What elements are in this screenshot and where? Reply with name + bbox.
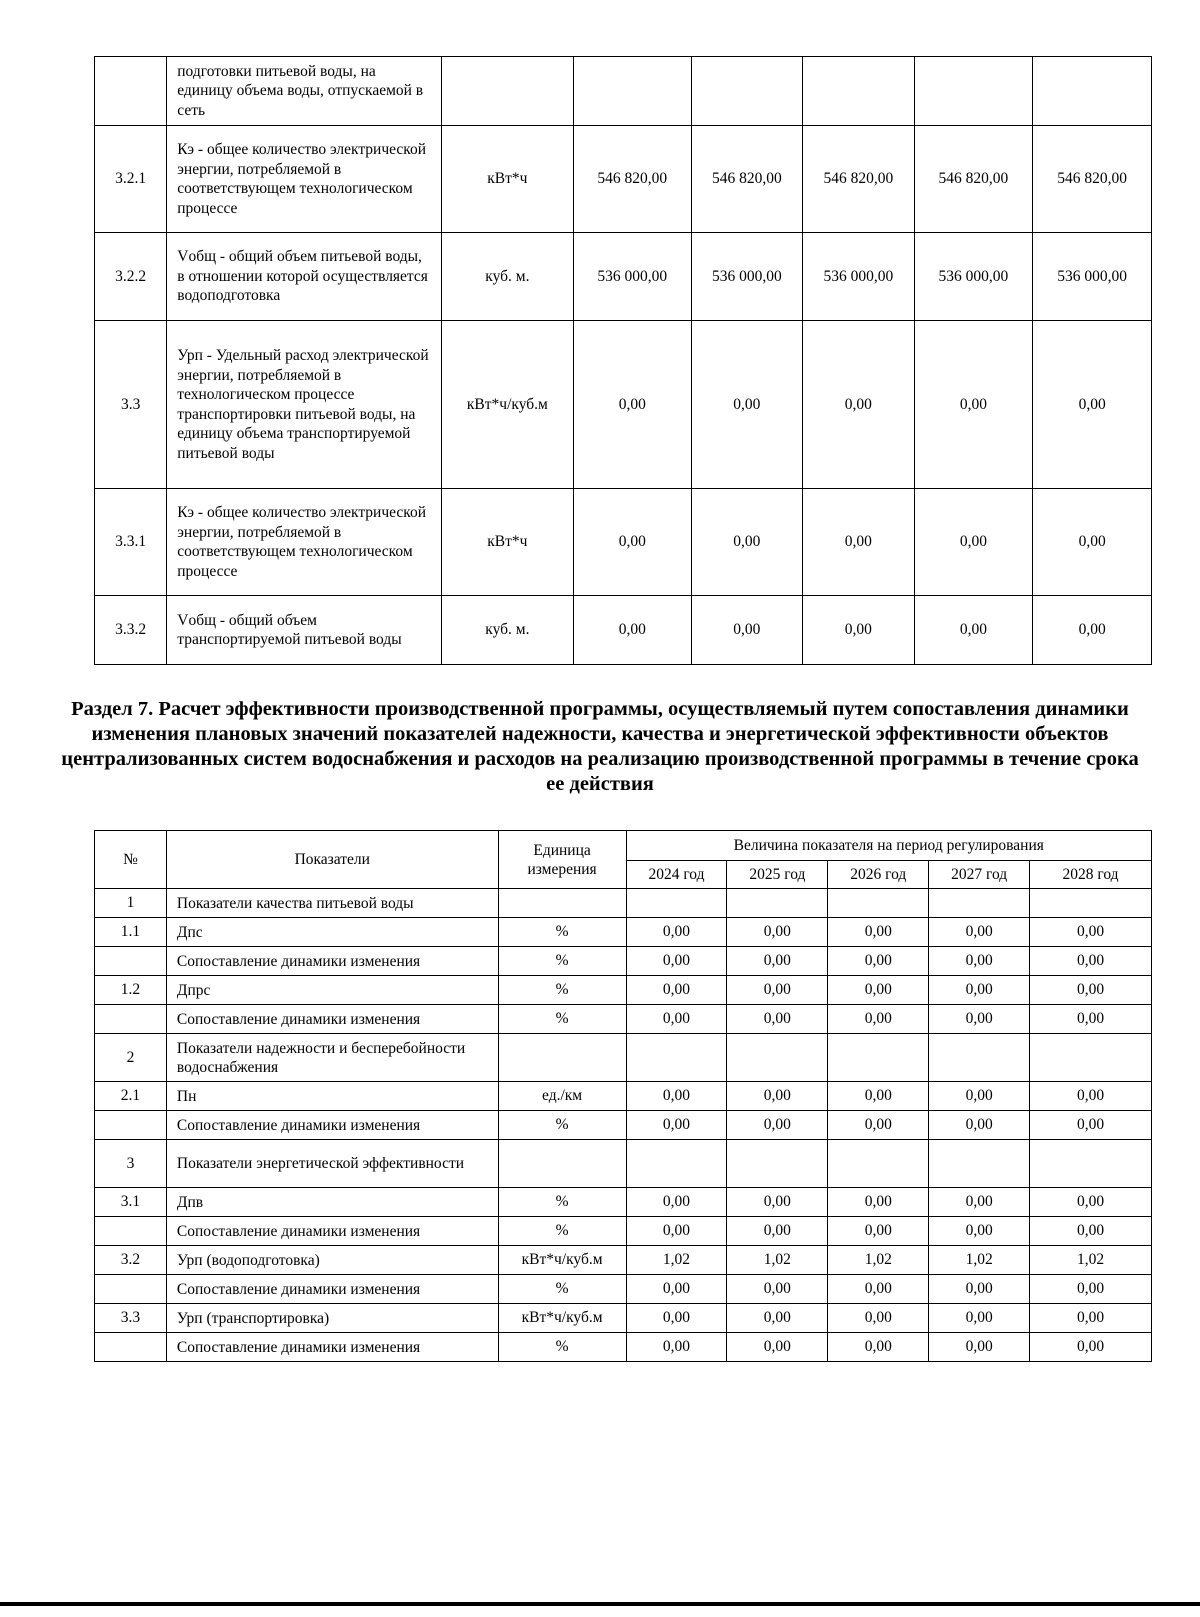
row-number	[95, 1111, 167, 1140]
value-cell: 0,00	[626, 1005, 727, 1034]
value-cell: 0,00	[828, 1275, 929, 1304]
value-cell: 0,00	[727, 1333, 828, 1362]
value-cell: 0,00	[828, 1333, 929, 1362]
value-cell: 0,00	[828, 1188, 929, 1217]
value-cell: 0,00	[1033, 596, 1152, 665]
row-label: Показатели надежности и бесперебойности водоснабжения	[166, 1034, 498, 1082]
value-cell: 0,00	[626, 918, 727, 947]
row-unit: кВт*ч/куб.м	[441, 321, 573, 489]
value-cell: 0,00	[1030, 1005, 1152, 1034]
row-number: 3.3.2	[95, 596, 167, 665]
value-cell: 0,00	[929, 976, 1030, 1005]
row-label: Кэ - общее количество электрической энергии, потребляемой в соответствующем технологическом процессе	[167, 126, 442, 233]
value-cell: 0,00	[573, 321, 691, 489]
value-cell	[929, 1034, 1030, 1082]
value-cell: 0,00	[727, 1217, 828, 1246]
value-cell: 0,00	[573, 596, 691, 665]
value-cell: 0,00	[803, 596, 914, 665]
table-row	[95, 1111, 1152, 1140]
value-cell: 0,00	[1033, 489, 1152, 596]
value-cell: 0,00	[626, 1111, 727, 1140]
value-cell: 0,00	[828, 1111, 929, 1140]
value-cell: 546 820,00	[1033, 126, 1152, 233]
header-indicators: Показатели	[166, 831, 498, 889]
value-cell: 0,00	[691, 596, 802, 665]
value-cell: 1,02	[626, 1246, 727, 1275]
value-cell: 0,00	[626, 1333, 727, 1362]
page-edge-line	[0, 1602, 1200, 1606]
value-cell: 0,00	[691, 321, 802, 489]
table-row	[95, 1082, 1152, 1111]
table-row	[95, 1246, 1152, 1275]
value-cell: 0,00	[727, 1005, 828, 1034]
value-cell: 0,00	[929, 1275, 1030, 1304]
value-cell: 0,00	[929, 1188, 1030, 1217]
row-unit	[498, 1140, 626, 1188]
value-cell: 0,00	[914, 321, 1033, 489]
value-cell: 1,02	[727, 1246, 828, 1275]
table-row	[95, 947, 1152, 976]
value-cell: 536 000,00	[914, 233, 1033, 321]
value-cell: 0,00	[914, 489, 1033, 596]
table-row	[95, 321, 1152, 489]
header-period: Величина показателя на период регулирования	[626, 831, 1151, 861]
value-cell: 0,00	[828, 947, 929, 976]
row-unit: %	[498, 976, 626, 1005]
value-cell: 0,00	[626, 1217, 727, 1246]
value-cell	[626, 1034, 727, 1082]
header-year: 2025 год	[727, 861, 828, 889]
value-cell: 1,02	[828, 1246, 929, 1275]
value-cell	[727, 1140, 828, 1188]
row-number	[95, 1333, 167, 1362]
row-label: Сопоставление динамики изменения	[166, 1005, 498, 1034]
value-cell: 0,00	[626, 1304, 727, 1333]
value-cell: 0,00	[914, 596, 1033, 665]
value-cell: 0,00	[626, 947, 727, 976]
value-cell	[727, 889, 828, 918]
value-cell: 0,00	[691, 489, 802, 596]
row-unit: %	[498, 947, 626, 976]
value-cell: 0,00	[803, 489, 914, 596]
row-number: 3.2	[95, 1246, 167, 1275]
value-cell: 0,00	[727, 947, 828, 976]
table-row	[95, 126, 1152, 233]
row-label: Показатели качества питьевой воды	[166, 889, 498, 918]
value-cell: 0,00	[828, 976, 929, 1005]
row-unit: ед./км	[498, 1082, 626, 1111]
value-cell: 0,00	[828, 918, 929, 947]
row-number: 3.3.1	[95, 489, 167, 596]
row-unit: %	[498, 1217, 626, 1246]
row-label: Кэ - общее количество электрической энергии, потребляемой в соответствующем технологическом процессе	[167, 489, 442, 596]
table-row	[95, 976, 1152, 1005]
row-label: Vобщ - общий объем питьевой воды, в отношении которой осуществляется водоподготовка	[167, 233, 442, 321]
value-cell: 0,00	[1030, 947, 1152, 976]
row-number: 3.1	[95, 1188, 167, 1217]
row-label: Пн	[166, 1082, 498, 1111]
value-cell: 0,00	[929, 1333, 1030, 1362]
header-year: 2024 год	[626, 861, 727, 889]
row-unit: %	[498, 1005, 626, 1034]
table-row	[95, 889, 1152, 918]
table-row	[95, 596, 1152, 665]
row-number	[95, 1005, 167, 1034]
row-number	[95, 1217, 167, 1246]
value-cell: 0,00	[929, 1111, 1030, 1140]
row-label: Сопоставление динамики изменения	[166, 1111, 498, 1140]
value-cell: 0,00	[727, 1188, 828, 1217]
table-row	[95, 1217, 1152, 1246]
row-number	[95, 947, 167, 976]
row-label: Урп (транспортировка)	[166, 1304, 498, 1333]
row-label: Урп (водоподготовка)	[166, 1246, 498, 1275]
value-cell	[828, 889, 929, 918]
row-label: Дпс	[166, 918, 498, 947]
value-cell: 536 000,00	[691, 233, 802, 321]
row-unit: кВт*ч	[441, 489, 573, 596]
row-unit	[498, 889, 626, 918]
table-row	[95, 489, 1152, 596]
row-number: 2	[95, 1034, 167, 1082]
table-row	[95, 1140, 1152, 1188]
header-unit: Единица измерения	[498, 831, 626, 889]
value-cell: 0,00	[1033, 321, 1152, 489]
row-unit: куб. м.	[441, 233, 573, 321]
row-unit: кВт*ч/куб.м	[498, 1304, 626, 1333]
value-cell: 0,00	[929, 918, 1030, 947]
row-unit: %	[498, 1333, 626, 1362]
header-year: 2028 год	[1030, 861, 1152, 889]
value-cell: 0,00	[1030, 1275, 1152, 1304]
value-cell: 0,00	[626, 1082, 727, 1111]
value-cell: 0,00	[929, 1082, 1030, 1111]
value-cell	[1030, 1034, 1152, 1082]
row-unit	[441, 57, 573, 126]
value-cell: 0,00	[803, 321, 914, 489]
row-unit: куб. м.	[441, 596, 573, 665]
row-label: Дпв	[166, 1188, 498, 1217]
row-unit: кВт*ч/куб.м	[498, 1246, 626, 1275]
table-row	[95, 1188, 1152, 1217]
value-cell: 0,00	[1030, 1217, 1152, 1246]
value-cell: 1,02	[1030, 1246, 1152, 1275]
value-cell	[1030, 1140, 1152, 1188]
row-label: Сопоставление динамики изменения	[166, 947, 498, 976]
table-row	[95, 233, 1152, 321]
row-number	[95, 1275, 167, 1304]
value-cell: 546 820,00	[691, 126, 802, 233]
value-cell: 0,00	[929, 1217, 1030, 1246]
value-cell: 0,00	[828, 1082, 929, 1111]
row-number: 1.1	[95, 918, 167, 947]
value-cell	[929, 889, 1030, 918]
value-cell: 0,00	[727, 1275, 828, 1304]
row-number: 1	[95, 889, 167, 918]
value-cell: 0,00	[1030, 1188, 1152, 1217]
table-row	[95, 918, 1152, 947]
table-row	[95, 1333, 1152, 1362]
table-row	[95, 1034, 1152, 1082]
row-label: Сопоставление динамики изменения	[166, 1333, 498, 1362]
value-cell	[828, 1034, 929, 1082]
value-cell: 0,00	[626, 1188, 727, 1217]
value-cell	[626, 889, 727, 918]
value-cell: 0,00	[727, 1111, 828, 1140]
row-number: 3	[95, 1140, 167, 1188]
value-cell: 536 000,00	[1033, 233, 1152, 321]
value-cell: 536 000,00	[573, 233, 691, 321]
row-number: 3.3	[95, 321, 167, 489]
indicators-table-continued	[94, 56, 1152, 665]
value-cell	[828, 1140, 929, 1188]
table-row	[95, 57, 1152, 126]
value-cell: 0,00	[727, 1304, 828, 1333]
row-number: 3.2.2	[95, 233, 167, 321]
value-cell: 546 820,00	[803, 126, 914, 233]
row-unit	[498, 1034, 626, 1082]
row-unit: %	[498, 1111, 626, 1140]
row-number	[95, 57, 167, 126]
row-unit: %	[498, 918, 626, 947]
row-label: подготовки питьевой воды, на единицу объема воды, отпускаемой в сеть	[167, 57, 442, 126]
table-row	[95, 1275, 1152, 1304]
header-year: 2026 год	[828, 861, 929, 889]
value-cell: 0,00	[929, 947, 1030, 976]
header-row	[95, 831, 1152, 861]
value-cell: 0,00	[929, 1005, 1030, 1034]
value-cell	[727, 1034, 828, 1082]
value-cell: 1,02	[929, 1246, 1030, 1275]
value-cell: 0,00	[828, 1304, 929, 1333]
value-cell: 0,00	[1030, 1304, 1152, 1333]
header-year: 2027 год	[929, 861, 1030, 889]
value-cell: 0,00	[828, 1005, 929, 1034]
value-cell	[626, 1140, 727, 1188]
header-number: №	[95, 831, 167, 889]
table-row	[95, 1005, 1152, 1034]
row-unit: %	[498, 1188, 626, 1217]
row-unit: %	[498, 1275, 626, 1304]
row-number: 1.2	[95, 976, 167, 1005]
value-cell: 0,00	[828, 1217, 929, 1246]
value-cell: 0,00	[626, 976, 727, 1005]
row-label: Дпрс	[166, 976, 498, 1005]
row-number: 2.1	[95, 1082, 167, 1111]
row-label: Сопоставление динамики изменения	[166, 1217, 498, 1246]
row-number: 3.3	[95, 1304, 167, 1333]
value-cell: 0,00	[1030, 976, 1152, 1005]
table-row	[95, 1304, 1152, 1333]
section-heading: Раздел 7. Расчет эффективности производственной программы, осуществляемый путем сопоставления динамики изменения плановых значений показателей надежности, качества и энергетической эффективности объектов централизованных систем водоснабжения и расходов на реализацию производственной программы в течение срока ее действия	[61, 698, 1139, 795]
value-cell: 0,00	[929, 1304, 1030, 1333]
value-cell	[1030, 889, 1152, 918]
efficiency-table	[94, 830, 1152, 1362]
value-cell: 0,00	[1030, 1333, 1152, 1362]
row-label: Vобщ - общий объем транспортируемой питьевой воды	[167, 596, 442, 665]
row-unit: кВт*ч	[441, 126, 573, 233]
value-cell: 546 820,00	[914, 126, 1033, 233]
value-cell: 0,00	[727, 918, 828, 947]
value-cell: 0,00	[727, 976, 828, 1005]
value-cell: 536 000,00	[803, 233, 914, 321]
row-label: Показатели энергетической эффективности	[166, 1140, 498, 1188]
row-number: 3.2.1	[95, 126, 167, 233]
value-cell: 0,00	[1030, 918, 1152, 947]
value-cell: 0,00	[727, 1082, 828, 1111]
value-cell: 0,00	[1030, 1082, 1152, 1111]
value-cell: 0,00	[573, 489, 691, 596]
value-cell: 546 820,00	[573, 126, 691, 233]
row-label: Урп - Удельный расход электрической энергии, потребляемой в технологическом процессе транспортировки питьевой воды, на единицу объема транспортируемой питьевой воды	[167, 321, 442, 489]
row-label: Сопоставление динамики изменения	[166, 1275, 498, 1304]
value-cell: 0,00	[626, 1275, 727, 1304]
value-cell	[929, 1140, 1030, 1188]
value-cell: 0,00	[1030, 1111, 1152, 1140]
